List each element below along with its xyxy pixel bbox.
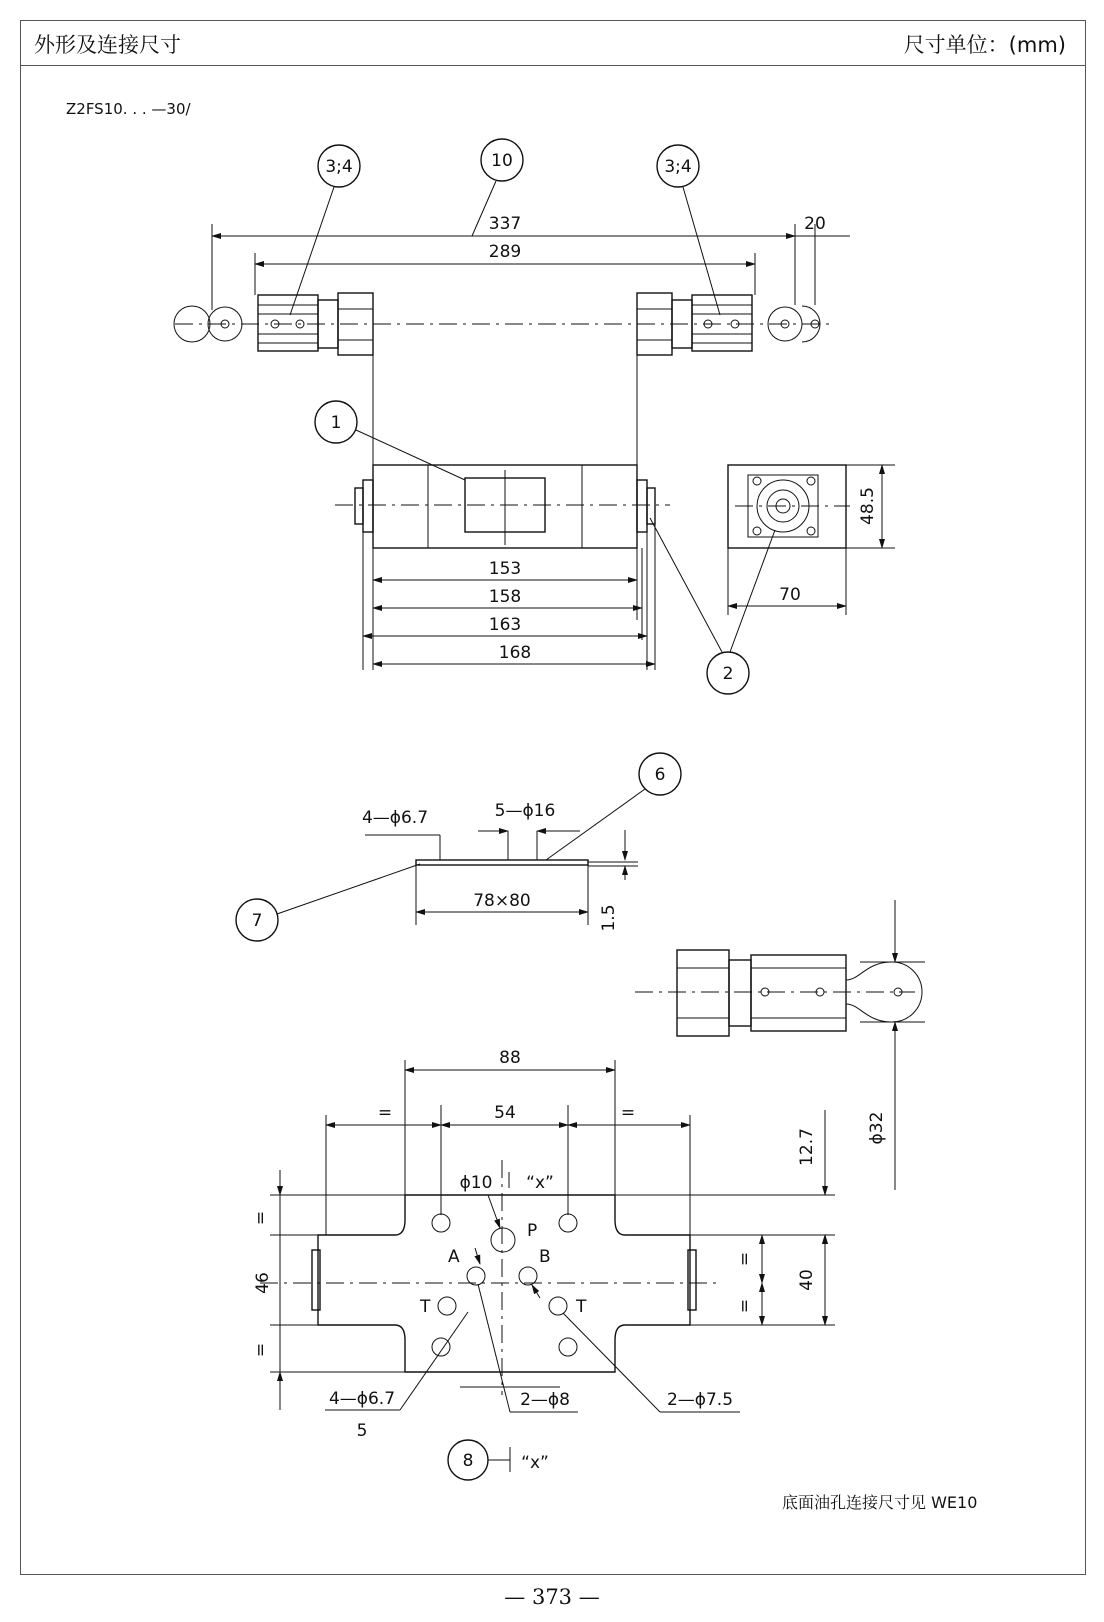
page-number: — 373 — [504, 1585, 600, 1609]
dim-eq-right-1: = [735, 1251, 755, 1267]
dim-2-phi8: 2—ϕ8 [520, 1390, 570, 1410]
dim-48-5: 48.5 [858, 487, 878, 525]
dim-54: 54 [494, 1103, 516, 1123]
dim-4-phi6-7-top: 4—ϕ6.7 [361, 808, 429, 828]
knob-side-view [635, 900, 925, 1190]
model-label: Z2FS10. . . —30/ [66, 100, 191, 118]
dim-337: 337 [488, 214, 522, 234]
header-unit: 尺寸单位：(mm) [903, 33, 1066, 57]
callout-label: 3;4 [664, 157, 692, 177]
dim-70: 70 [779, 585, 801, 605]
header-title: 外形及连接尺寸 [34, 33, 181, 57]
port-t-left-label: T [420, 1297, 431, 1317]
port-b-hole [519, 1267, 537, 1285]
dim-12-7: 12.7 [797, 1128, 817, 1166]
footnote: 底面油孔连接尺寸见 WE10 [782, 1493, 978, 1512]
dim-eq-2: = [620, 1103, 636, 1123]
mount-hole [432, 1338, 450, 1356]
dim-4-phi6-7-bottom: 4—ϕ6.7 [328, 1389, 396, 1409]
side-view [728, 465, 895, 615]
port-p-label: P [527, 1221, 538, 1241]
callout-label: 3;4 [325, 157, 353, 177]
port-t-right-hole [549, 1297, 567, 1315]
callout-label: 6 [654, 765, 666, 785]
seal-plate-outline [416, 860, 588, 865]
front-view [335, 465, 670, 670]
top-view [174, 214, 850, 475]
dim-46: 46 [253, 1272, 273, 1294]
dim-168: 168 [498, 643, 532, 663]
dim-5: 5 [356, 1421, 368, 1441]
callout-6 [546, 753, 681, 860]
dim-5-phi16: 5—ϕ16 [494, 801, 556, 821]
callout-8 [448, 1440, 549, 1480]
callout-1 [315, 401, 465, 480]
knob-body [751, 955, 846, 1031]
dim-2-phi7-5: 2—ϕ7.5 [666, 1390, 734, 1410]
dim-1-5: 1.5 [599, 904, 619, 932]
view-x-label-2: “x” [521, 1453, 549, 1473]
callout-label: 1 [330, 413, 342, 433]
dim-eq-left-1: = [251, 1210, 271, 1226]
callout-label: 7 [251, 911, 263, 931]
callout-3-4-right [657, 145, 720, 315]
port-p-hole [491, 1228, 515, 1252]
knob-nut [677, 950, 729, 1036]
dim-40: 40 [797, 1269, 817, 1291]
dim-289: 289 [488, 242, 522, 262]
callout-7 [236, 864, 420, 941]
dim-158: 158 [488, 587, 522, 607]
dim-eq-1: = [377, 1103, 393, 1123]
mount-hole [432, 1214, 450, 1232]
callout-label: 2 [722, 664, 734, 684]
callout-3-4-left [290, 145, 360, 315]
port-a-hole [467, 1267, 485, 1285]
mount-hole [559, 1338, 577, 1356]
view-x-label: “x” [526, 1173, 554, 1193]
dim-phi10: ϕ10 [459, 1173, 493, 1193]
dim-78x80: 78×80 [473, 891, 531, 911]
dim-88: 88 [499, 1048, 521, 1068]
dim-eq-left-2: = [251, 1342, 271, 1358]
mount-hole [559, 1214, 577, 1232]
dim-eq-right-2: = [735, 1298, 755, 1314]
dim-20: 20 [804, 214, 826, 234]
dim-163: 163 [488, 615, 522, 635]
knob-scale [729, 960, 751, 1026]
bottom-view [251, 1048, 835, 1441]
dim-phi32: ϕ32 [867, 1111, 887, 1145]
port-b-label: B [539, 1247, 551, 1267]
dim-153: 153 [488, 559, 522, 579]
port-a-label: A [448, 1247, 460, 1267]
seal-plate [362, 801, 638, 932]
callout-label: 8 [462, 1451, 474, 1471]
callout-label: 10 [491, 151, 513, 171]
port-t-right-label: T [576, 1297, 587, 1317]
port-t-left-hole [438, 1297, 456, 1315]
